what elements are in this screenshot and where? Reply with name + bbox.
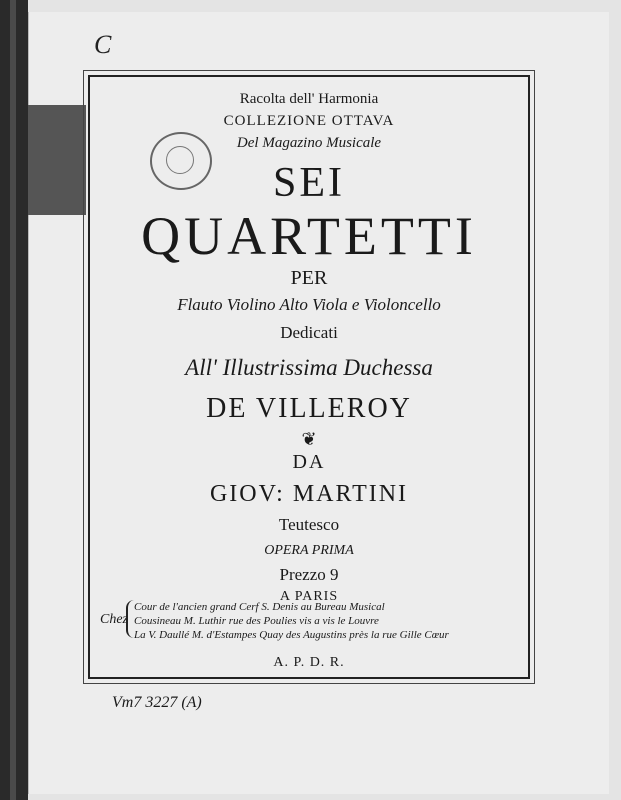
dedicati-line: Dedicati [280,323,338,342]
nationality-line: Teutesco [278,515,340,534]
privilege-line: A. P. D. R. [273,655,345,670]
title-frame [88,75,530,679]
address-line-1: Cour de l'ancien grand Cerf S. Denis au Bureau Musical [134,601,385,613]
address-line-3: La V. Daullé M. d'Estampes Quay des Augustins près la rue Gille Cœur [134,629,449,641]
city-line: A PARIS [279,589,339,604]
dedication-line: All' Illustrissima Duchessa [185,355,433,380]
publisher-line: Del Magazino Musicale [236,135,382,151]
price-line: Prezzo 9 [279,565,339,584]
page-tab [28,105,86,215]
collection-line: COLLEZIONE OTTAVA [223,113,395,129]
composer-line: GIOV: MARTINI [209,481,409,507]
address-brace [126,600,134,638]
main-title: QUARTETTI [141,206,477,266]
call-number: Vm7 3227 (A) [112,694,202,711]
ornament-icon: ❦ [301,429,317,449]
opus-line: OPERA PRIMA [264,543,354,558]
chez-label: Chez [100,612,128,627]
per-line: PER [290,267,328,289]
address-line-2: Cousineau M. Luthir rue des Poulies vis a vis le Louvre [134,615,379,627]
shelfmark: C [94,30,112,59]
da-line: DA [292,451,326,473]
instruments-line: Flauto Violino Alto Viola e Violoncello [177,295,441,314]
binding-strip [10,0,16,800]
number-heading: SEI [273,160,345,206]
series-line: Racolta dell' Harmonia [239,91,379,107]
dedicatee-line: DE VILLEROY [206,393,412,424]
